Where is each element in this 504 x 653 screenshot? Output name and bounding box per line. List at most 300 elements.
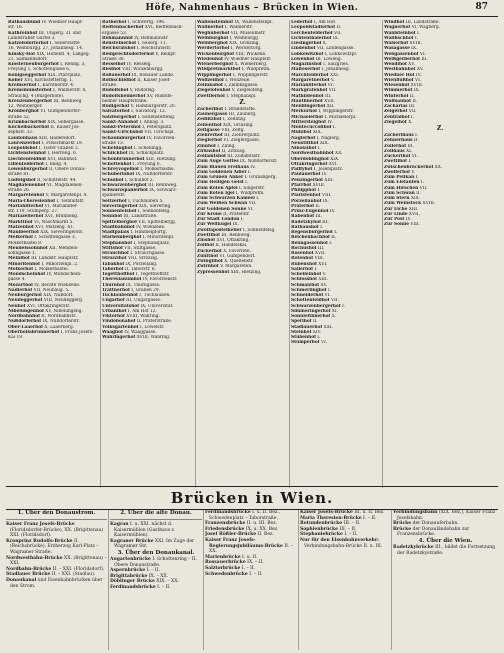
entry-address: straße 26.: [8, 188, 31, 193]
entry-name: Marktthof: [8, 219, 33, 225]
entry-name: Thurnhof: [102, 282, 125, 288]
entry-address: XVI, Ottakring.: [215, 238, 250, 243]
entry-name: Stubenhof: [291, 335, 316, 340]
entry-name: Stadtbahnhof: [102, 224, 135, 230]
entry-name: Mittersteighof: [291, 119, 326, 125]
entry-address: I, Wallnerstr.: [223, 25, 253, 31]
entry-address: Strauchg. 4 (Bürgerhöfe).: [8, 93, 65, 99]
entry-address: IV.: [325, 119, 333, 125]
entry-address: I, Freyung 6.: [131, 161, 161, 167]
column-divider: [203, 510, 204, 650]
entry-address: VI, Magdalenen-: [45, 182, 83, 188]
entry-address: spanierstr.: [102, 193, 126, 199]
bridge-name: Kagran: [110, 522, 129, 527]
bridges-subheading: 2. Über die alte Donau.: [120, 510, 192, 516]
entry-address: XIX, Sieveringerstr.: [38, 230, 84, 235]
entry-address: II, Nordbahnstr.: [39, 314, 77, 319]
entry-address: III, Löweng.: [314, 56, 343, 62]
entry-name: Wiedner Hof: [384, 72, 415, 78]
entry-name: Zur Krone: [197, 211, 222, 217]
entry-name: Schelleinhof: [291, 272, 322, 277]
entry-name: Schwarzspanierhof: [102, 188, 148, 193]
entry-address: XX.: [333, 151, 343, 157]
entry-address: X.: [406, 119, 413, 125]
directory-column-4: [291, 20, 382, 382]
entry-address: VII, Lindengasse.: [315, 46, 355, 52]
entry-name: Zum Stern: [384, 196, 410, 201]
entry-address: Kai 19.: [8, 335, 24, 340]
section-letter: Z.: [436, 125, 444, 132]
entry-address: III, Landstr. Hauptstr.: [29, 256, 79, 262]
entry-address: IV, Wiedner Hauptstr.: [222, 56, 272, 62]
bridge-location: XIX. – XX.: [154, 579, 179, 585]
entry-name: Mendelssohnhof: [8, 245, 48, 251]
entry-address: XIX, Sievering.: [137, 203, 172, 209]
entry-address: I, Wallnerstr. 8,: [51, 88, 87, 94]
bridge-entry: [205, 538, 297, 555]
entry-address: V, Margareten.: [218, 264, 253, 270]
entry-address: I, Zinng.: [215, 143, 236, 149]
entry-name: Rathausbund: [8, 20, 41, 25]
directory-entry: [8, 335, 100, 340]
entry-name: Schönbrunnerhof: [102, 156, 145, 162]
bridge-name: Rossauerbrücke: [205, 560, 246, 566]
entry-name: Lichtenthalerhof: [291, 35, 332, 41]
bridge-name: Augartenbrücke: [110, 556, 151, 562]
entry-address: I.: [331, 125, 336, 130]
entry-name: Mozarthof: [8, 282, 33, 288]
entry-name: Sonnenfelshof: [102, 209, 137, 214]
entry-name: Zum Grünen Anker: [197, 175, 244, 180]
entry-address: I, Zedlitzg.: [221, 117, 247, 123]
entry-address: I, Seilerg. 11.: [136, 41, 168, 46]
entry-address: II.: [412, 138, 419, 144]
entry-address: II, Schüttelstr. 44.: [35, 177, 77, 183]
bridge-name: Salztorbrücke: [205, 565, 241, 571]
page-header: [0, 0, 504, 16]
entry-address: I, Herreng. 6.: [45, 151, 78, 157]
entry-address: XIX.: [328, 156, 340, 162]
entry-address: VII.: [332, 30, 342, 36]
entry-address: 12, Weinberger.: [8, 104, 43, 109]
entry-address: XIII, Hietzing.: [144, 156, 177, 162]
entry-name: Walserhof: [384, 41, 409, 46]
entry-address: IX.: [412, 88, 420, 94]
entry-name: Lobkowitzhof: [291, 51, 324, 57]
entry-name: Rüdigerhof: [102, 104, 130, 109]
entry-address: XIII, Hadersdorf.: [37, 135, 76, 141]
entry-address: II, Praterstraße.: [135, 319, 173, 325]
entry-name: Tuchlaubenhof: [102, 293, 138, 298]
entry-name: Margaretnerhof: [291, 77, 330, 83]
entry-address: I.: [419, 180, 424, 186]
entry-name: Mariahilferhof: [291, 83, 327, 88]
entry-name: Waaghof: [102, 329, 123, 335]
bridge-entry: [110, 585, 202, 591]
entry-name: Zur Stadt London: [197, 217, 240, 222]
entry-address: XIX, Hohenfl. 4, Langeg.: [34, 51, 90, 57]
entry-address: str. 119, Stumperg. 27.: [8, 209, 59, 214]
entry-address: VII, Stiftgasse.: [122, 245, 157, 251]
bridge-location: (Floridsdorfer-Brücke), XX. (Brigittenau) XXI. (Floridsdorf).: [10, 527, 104, 539]
entry-address: I, Grünangerg.: [243, 175, 277, 180]
entry-name: Montecuccolihof: [291, 125, 332, 130]
entry-name: Zollhaus: [384, 148, 405, 154]
entry-address: VI, Gumpendorf.: [218, 253, 256, 259]
bridge-location: (XIX. Bez.), Kaiser Franz Josefsbahn.: [397, 510, 496, 521]
entry-name: Viktorhof: [102, 314, 125, 319]
entry-address: III, Rennweg: [52, 98, 82, 104]
entry-address: III, Ungerg. 21 und: [37, 30, 81, 36]
entry-name: Stadtpalais: [102, 230, 130, 235]
entry-name: Ziehrerhof: [197, 133, 223, 138]
entry-name: Zur Weltkugel: [197, 222, 232, 228]
entry-name: Rochushof: [291, 245, 317, 251]
entry-address: I, Sonnenfelsg.: [136, 209, 171, 214]
entry-address: I, Minoritenpl. 2.: [39, 261, 79, 267]
entry-name: Zehenthof: [197, 122, 222, 128]
entry-address: XIX.: [409, 196, 421, 201]
entry-address: IV.: [328, 209, 336, 214]
entry-name: Wasagasse: [384, 46, 410, 52]
entry-address: I, Mölkerbastei.: [33, 266, 69, 272]
entry-name: Zacherlhof: [197, 106, 224, 112]
entry-name: Seitzerhof: [102, 198, 127, 204]
entry-name: Michaelerhof: [291, 114, 324, 120]
entry-address: I.: [413, 35, 419, 41]
entry-name: Neuhof: [8, 303, 26, 309]
bridges-column-1: [6, 510, 107, 650]
entry-address: V, Hamburgerstr. 20.: [129, 104, 177, 109]
entry-address: I, Sonnenfelsg.: [241, 227, 276, 233]
entry-name: Zum Schwarzen Kameel: [197, 196, 255, 201]
entry-address: IV. Wiedner Haupt-: [40, 20, 84, 25]
entry-address: VII.: [329, 298, 339, 304]
entry-address: XI.: [404, 148, 413, 154]
entry-address: XIII, Hietzing.: [229, 269, 262, 275]
entry-name: Wiedenhof: [197, 56, 223, 62]
entry-name: Naglerhof: [291, 135, 316, 141]
entry-name: Weghuberhof: [197, 30, 230, 36]
entry-name: Rabenhof: [291, 214, 315, 220]
entry-address: I, Schulhof 2.: [123, 177, 154, 183]
entry-address: I, Seilerstätte: [48, 41, 80, 46]
bridge-location: I. – II.: [361, 515, 377, 521]
entry-address: I.: [316, 188, 321, 193]
entry-name: Zuckerlhof: [384, 154, 411, 159]
entry-name: Nußdorferhof: [8, 319, 42, 325]
entry-name: Zwinglihof: [197, 259, 223, 264]
entry-name: Schulhof: [102, 177, 124, 183]
entry-address: VI.: [323, 293, 331, 298]
entry-address: I, Am Hof 12.: [126, 308, 157, 314]
entry-name: Rubenshof: [291, 261, 317, 267]
entry-address: II.: [408, 93, 415, 99]
entry-address: XV.: [319, 282, 328, 288]
entry-name: Reichsratshof: [102, 46, 136, 52]
bridge-name: Franzensbrücke: [205, 521, 246, 527]
entry-name: Trattnerhof: [102, 287, 130, 293]
entry-name: Tabakhof: [102, 261, 125, 267]
entry-address: I, Minoritenpl.: [141, 235, 175, 241]
subheading-rule: [6, 519, 107, 520]
entry-name: Nordbahnhof: [8, 314, 40, 319]
entry-name: Zum Schwan: [384, 190, 415, 196]
entry-address: XVI, Redtenbach-: [143, 25, 183, 31]
entry-address: III, Rennweg.: [146, 182, 178, 188]
entry-address: XIX, Nußdorf.: [42, 293, 74, 298]
entry-name: Schmerlinghof: [291, 287, 327, 293]
entry-address: III.: [406, 143, 414, 149]
header-rule: [6, 16, 498, 17]
bridge-entry: [300, 538, 390, 549]
entry-name: Waldsteinhof: [384, 30, 416, 36]
entry-address: X, Favoriten.: [221, 248, 251, 254]
entry-name: Klosterneuburgerhof: [8, 62, 59, 67]
entry-address: III.: [316, 245, 325, 251]
entry-name: Mariazellerhof: [8, 214, 44, 220]
entry-name: Zehnerhaus: [384, 138, 413, 144]
entry-name: Meidlingerhof: [291, 104, 326, 109]
entry-name: Philipphof: [291, 188, 317, 193]
entry-name: Riedhof: [102, 67, 121, 73]
entry-address: I, Fleischmarkt 19.: [40, 140, 83, 146]
bridge-name: Ferdinandsbrücke: [110, 584, 156, 590]
entry-address: XVII.: [313, 251, 326, 256]
entry-address: straße 52.: [8, 114, 31, 120]
entry-address: XIV.: [311, 329, 322, 335]
bridge-location: I. – II.: [145, 568, 160, 574]
entry-name: Sankt-Petershof: [102, 125, 141, 130]
bridge-name: Nordbahn-Brücke: [6, 566, 52, 572]
entry-name: Renngassenhof: [291, 240, 328, 246]
bridge-name: Radetzkybrücke: [393, 544, 434, 550]
entry-address: Landstraßer Gürtel 3.: [8, 35, 56, 41]
entry-address: IV.: [248, 164, 256, 170]
entry-name: Resselhof: [102, 62, 126, 67]
entry-name: Wendlhof: [384, 62, 407, 67]
entry-address: IX, Roßauer Lände.: [130, 72, 175, 78]
entry-name: Sonnleithnerhof: [291, 314, 331, 319]
entry-address: XV.: [406, 62, 415, 67]
entry-name: Krumbacherhof: [8, 119, 47, 125]
entry-address: I.: [326, 287, 332, 293]
entry-name: Zwettlhof: [384, 159, 408, 165]
bridge-name: Nur für den Eisenbahnverkehr:: [300, 537, 379, 543]
entry-address: I.: [239, 217, 244, 222]
entry-name: Radetzkyhof: [291, 219, 321, 225]
entry-address: IV, Resselg.: [125, 62, 152, 67]
entry-address: XX.: [433, 164, 443, 170]
entry-address: I, Schottengasse 3,: [32, 235, 76, 241]
bridge-entry: [393, 527, 498, 538]
entry-name: Rotenhof: [291, 256, 314, 262]
entry-address: I.: [318, 224, 324, 230]
entry-name: Küchelbäckerhof: [8, 125, 50, 130]
entry-address: I, Annag. 3.: [137, 119, 165, 125]
entry-address: IV, Rechte Wienzeile.: [32, 282, 81, 288]
entry-name: Zwettlerhof: [197, 93, 226, 99]
bridge-name: Döblinger Brücke: [110, 579, 155, 585]
entry-name: Ungarhof: [102, 298, 125, 304]
entry-address: III, Zaunerg.: [227, 112, 257, 117]
entry-address: VIII.: [313, 256, 325, 262]
bridges-subheading: 4. Über die Wien.: [418, 537, 473, 544]
entry-address: IV, Waaggasse.: [122, 329, 157, 335]
entry-address: XV, Nibelungeng.: [43, 308, 83, 314]
entry-address: IX.: [331, 35, 340, 41]
entry-address: IV.: [414, 72, 422, 78]
entry-name: Stephanshof: [102, 240, 133, 246]
entry-name: Rehsteinerhof: [102, 41, 137, 46]
entry-address: III, Zollamtsstr.: [225, 154, 261, 159]
entry-name: Zeltgasse: [197, 127, 220, 133]
bridge-location: IX. – XX.: [147, 573, 169, 579]
directory-entry: [291, 340, 382, 345]
entry-address: VIII.: [320, 193, 332, 199]
entry-name: Schottenhof: [102, 161, 132, 167]
entry-address: IX, Nußdorferstr.: [134, 172, 173, 178]
entry-name: Schlickhof: [102, 151, 128, 157]
entry-address: VI.: [413, 77, 422, 83]
bridge-location: und Eisenbahnbrücken über den Strom.: [10, 577, 103, 589]
entry-address: I, Franz Josefs-: [59, 329, 94, 335]
entry-address: gasse 4.: [8, 277, 26, 283]
entry-name: Zum Heiligen Geist: [197, 180, 244, 186]
entry-name: Windhof: [384, 20, 405, 25]
entry-address: III, Ziehrerplatz.: [222, 133, 261, 138]
entry-address: V, Rudolfsg.: [128, 88, 156, 94]
entry-name: Wollzeilhof: [197, 77, 224, 83]
entry-address: VI.: [326, 83, 334, 88]
bridge-entry: [6, 522, 107, 539]
entry-address: I, Wipplingerstr.: [231, 72, 269, 78]
bridge-name: Sophienbrücke: [300, 526, 339, 532]
entry-address: I, Zelinkagasse.: [222, 83, 259, 88]
entry-name: Oberhollabrunnerhof: [8, 329, 60, 335]
entry-name: Westbahnhof: [384, 67, 416, 73]
entry-name: Wallnerhof: [197, 25, 224, 31]
entry-name: Paulanerhof: [291, 172, 321, 178]
entry-name: Reinprechtsdorferhof: [102, 51, 155, 57]
entry-address: XVIII.: [421, 201, 436, 207]
entry-address: XIX.: [318, 140, 330, 146]
entry-name: Zum Goldenen Adler: [197, 169, 247, 175]
entry-address: XVIII, Währing.: [135, 335, 171, 340]
entry-name: Markgrafenhof: [291, 88, 328, 94]
entry-address: XI.: [330, 308, 338, 314]
entry-address: IX, Universität.: [139, 303, 174, 309]
entry-name: Maria-Theresienhof: [8, 198, 56, 204]
entry-address: II.: [329, 235, 337, 241]
entry-address: I.: [415, 30, 421, 36]
entry-address: VII, Museumstr.: [229, 30, 266, 36]
entry-address: VI.: [418, 51, 427, 57]
entry-address: IX, Nußdorferstr.: [41, 319, 80, 325]
entry-name: Wienflußhof: [384, 77, 414, 83]
entry-name: Schellinghof: [102, 146, 133, 151]
entry-address: sephstr. 32.: [8, 130, 34, 136]
entry-name: Liechtenfeldhof: [8, 156, 47, 162]
entry-address: VI.: [246, 206, 254, 212]
entry-name: Zwölferhof: [384, 169, 411, 175]
bridge-entry: [205, 572, 297, 578]
entry-address: X.: [330, 314, 337, 319]
entry-address: XIX, Pfarrplatz.: [46, 72, 82, 78]
entry-name: Wimmerhof: [384, 88, 413, 94]
entry-name: Schmalzhof: [291, 282, 320, 288]
entry-name: Zirkushof: [197, 148, 221, 154]
entry-name: Wiesenhof: [384, 83, 410, 88]
entry-address: IV, Mondschein-: [45, 272, 82, 277]
entry-address: I, Salzgries.: [321, 62, 350, 67]
entry-address: VI, Naschmarkt 5.: [32, 219, 74, 225]
entry-name: Zedlitzhof: [197, 117, 222, 123]
entry-address: I, Josefsplatz.: [312, 167, 344, 172]
entry-name: Schaumburgerhof: [102, 135, 146, 141]
entry-address: straße 13.: [102, 140, 125, 146]
entry-name: Zur Linde: [384, 211, 408, 217]
entry-address: I.: [407, 159, 412, 165]
entry-address: I.: [332, 230, 338, 235]
entry-address: XXI.: [328, 72, 340, 78]
entry-address: heimer Hauptstraße.: [102, 98, 148, 104]
bridge-name: Stephaniebrücke: [300, 532, 343, 538]
entry-address: V, Margaretenpl. 4.: [44, 193, 88, 199]
entry-name: Ziegelhof: [384, 119, 407, 125]
entry-name: Währingerhof: [102, 335, 136, 340]
entry-address: XVIII.: [311, 182, 326, 188]
entry-name: Redtenbacherhof: [102, 25, 144, 31]
entry-name: Zum Elefanten: [384, 180, 420, 186]
entry-name: Stumperhof: [291, 340, 320, 346]
entry-name: Zieglerhof: [197, 138, 222, 144]
entry-name: Sailerhof: [291, 266, 313, 272]
entry-address: IX.: [321, 198, 329, 204]
entry-address: IX, Thurngasse.: [124, 282, 161, 288]
entry-address: I, Wildpretm.: [240, 67, 271, 73]
entry-address: VII, Spittelbergg.: [136, 219, 177, 225]
bridge-name: Nordwestbahn-Brücke: [6, 555, 63, 561]
entry-name: Zypressenhof: [197, 269, 230, 275]
entry-name: Urbanihof: [102, 308, 127, 314]
entry-address: VI, Mariahilfer-: [43, 203, 79, 209]
entry-name: Weihburghof: [197, 35, 229, 41]
entry-address: III.: [320, 219, 329, 225]
section-letter: Z.: [239, 98, 246, 106]
bridges-subheading: 3. Über den Donaukanal.: [117, 549, 195, 556]
entry-address: II, Kaiser Josef-: [135, 77, 171, 83]
entry-address: X, Laaerberg.: [42, 324, 75, 330]
entry-address: VII.: [247, 201, 257, 207]
entry-address: XIII.: [323, 177, 334, 183]
bridge-name: Josef Rößler-Brücke: [205, 532, 257, 538]
entry-address: XIX, Silbergasse.: [46, 119, 85, 125]
entry-address: II, Taborstr. 6.: [123, 266, 156, 272]
entry-address: XV, Rudolfs-: [145, 93, 173, 99]
entry-address: XIII.: [317, 277, 328, 283]
entry-name: Regensburgerhof: [291, 230, 333, 235]
bridge-location: I. – II.: [247, 571, 263, 577]
entry-name: Nikolaihof: [291, 146, 317, 151]
entry-name: Neuburgerhof: [8, 293, 43, 298]
entry-name: Löwenhof: [291, 56, 315, 62]
entry-name: Lilienfelderhof: [8, 161, 44, 167]
entry-address: III, Rennweg.: [220, 232, 251, 238]
bridge-location: II. u. III. Bez.: [245, 521, 277, 527]
bridge-location: II. (Reichsbrücke). Erzherzog Karl-Platz – Wagramer Straße.: [10, 538, 99, 555]
entry-address: VI, Zieglergasse.: [221, 138, 261, 144]
